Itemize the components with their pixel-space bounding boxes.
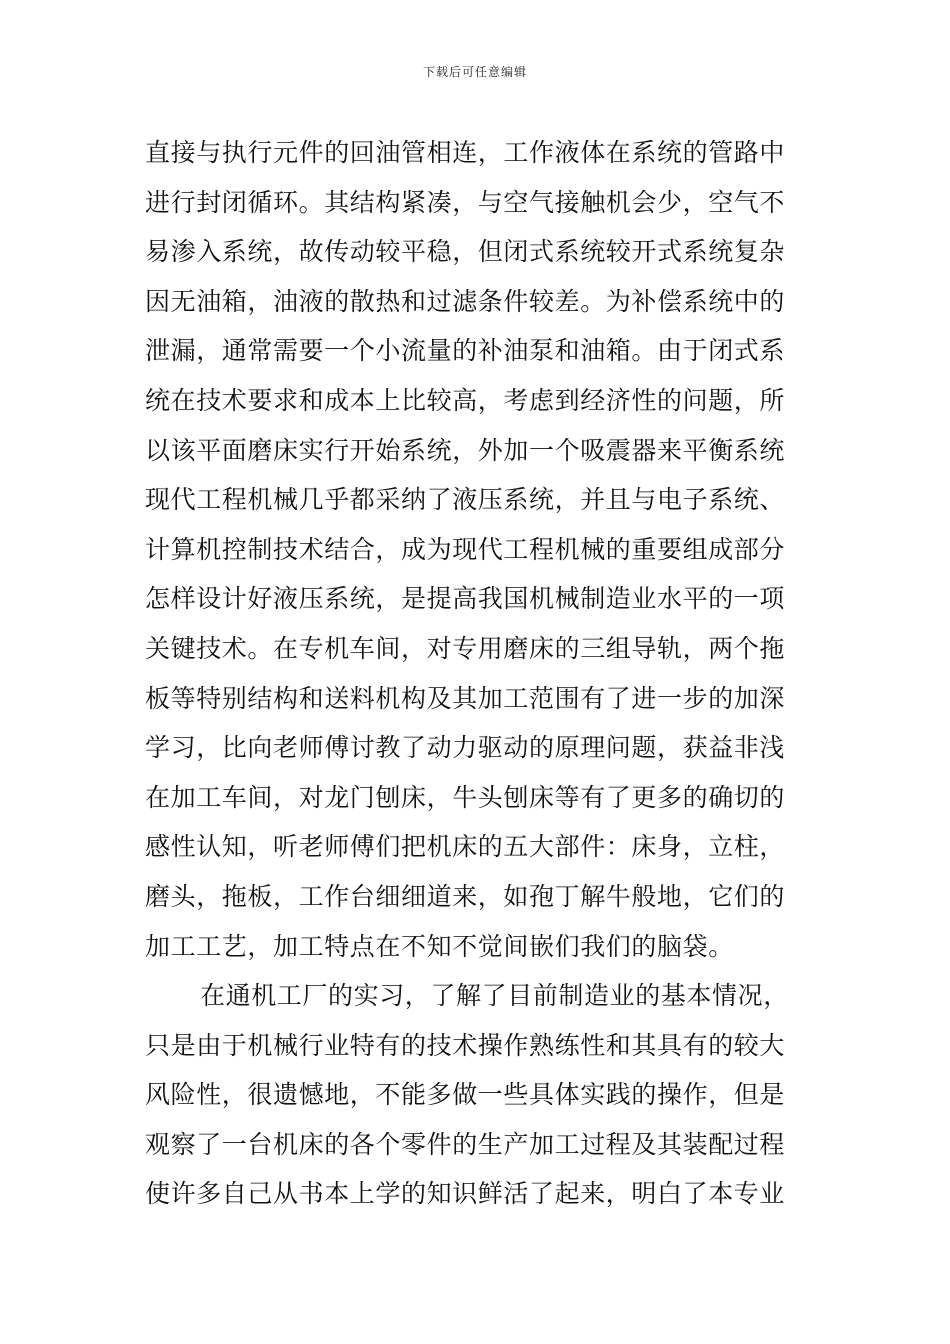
text-line: 易渗入系统，故传动较平稳，但闭式系统较开式系统复杂 <box>145 237 786 267</box>
text-line: 因无油箱，油液的散热和过滤条件较差。为补偿系统中的 <box>145 286 786 316</box>
text-line: 泄漏，通常需要一个小流量的补油泵和油箱。由于闭式系 <box>145 336 786 366</box>
text-line: 关键技术。在专机车间，对专用磨床的三组导轨，两个拖 <box>145 633 786 663</box>
text-line: 观察了一台机床的各个零件的生产加工过程及其装配过程 <box>145 1129 786 1159</box>
body-text <box>145 128 815 1219</box>
text-line: 进行封闭循环。其结构紧凑，与空气接触机会少，空气不 <box>145 187 786 217</box>
text-line: 只是由于机械行业特有的技术操作熟练性和其具有的较大 <box>145 1030 786 1060</box>
page-header: 下载后可任意编辑 <box>422 65 527 79</box>
text-line: 以该平面磨床实行开始系统，外加一个吸震器来平衡系统 <box>145 435 786 465</box>
text-line: 统在技术要求和成本上比较高，考虑到经济性的问题，所 <box>145 385 786 415</box>
text-line: 使许多自己从书本上学的知识鲜活了起来，明白了本专业 <box>145 1179 786 1209</box>
text-line: 板等特别结构和送料机构及其加工范围有了进一步的加深 <box>145 683 786 713</box>
text-line: 计算机控制技术结合，成为现代工程机械的重要组成部分 <box>145 534 786 564</box>
text-line: 直接与执行元件的回油管相连，工作液体在系统的管路中 <box>145 138 786 167</box>
text-line: 磨头，拖板，工作台细细道来，如孢丁解牛般地，它们的 <box>145 881 786 911</box>
text-line: 在加工车间，对龙门刨床，牛头刨床等有了更多的确切的 <box>145 782 786 812</box>
text-line: 加工工艺，加工特点在不知不觉间嵌们我们的脑袋。 <box>145 931 734 961</box>
text-line: 学习，比向老师傅讨教了动力驱动的原理问题，获益非浅 <box>145 733 786 763</box>
text-line: 感性认知，听老师傅们把机床的五大部件：床身，立柱， <box>145 832 786 862</box>
text-line: 现代工程机械几乎都采纳了液压系统，并且与电子系统、 <box>145 485 786 515</box>
paragraph-start-line: 在通机工厂的实习，了解了目前制造业的基本情况， <box>200 981 789 1011</box>
text-line: 风险性，很遗憾地，不能多做一些具体实践的操作，但是 <box>145 1080 786 1110</box>
text-line: 怎样设计好液压系统，是提高我国机械制造业水平的一项 <box>145 584 786 614</box>
